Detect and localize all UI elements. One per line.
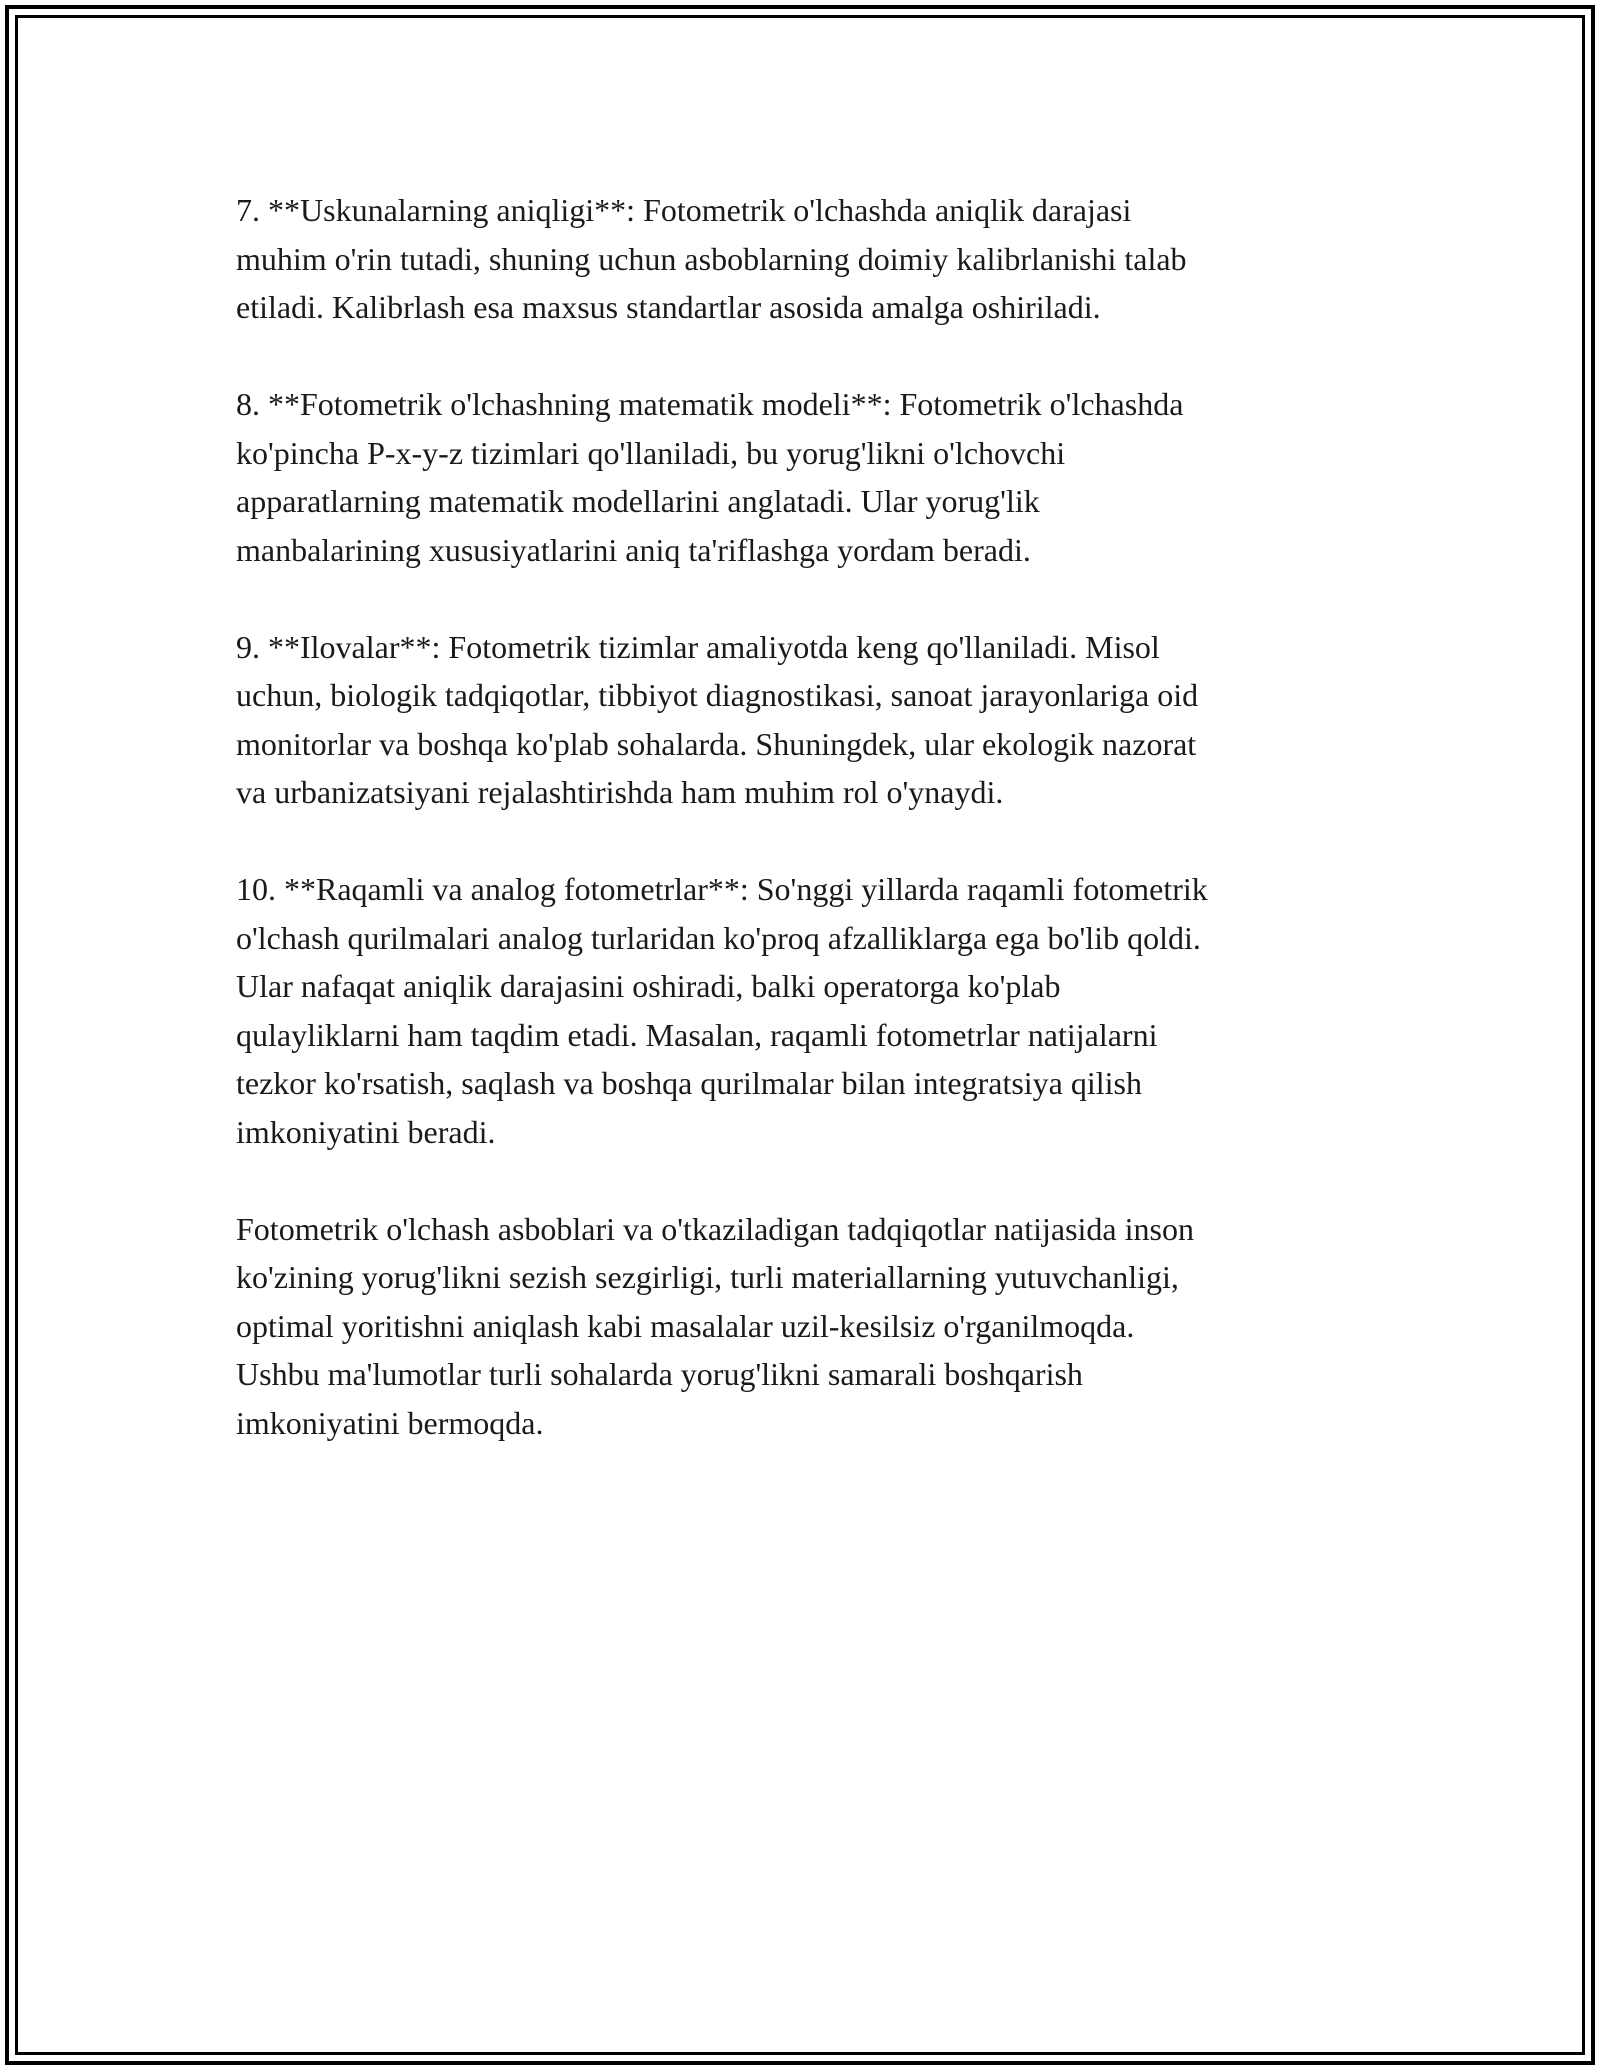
paragraph-item-10: 10. **Raqamli va analog fotometrlar**: So'nggi yillarda raqamli fotometrik o'lchash qurilmalari analog turlaridan ko'proq afzalliklarga ega bo'lib qoldi. Ular nafaqat aniqlik darajasini oshiradi, balki operatorga ko'plab qulayliklarni ham taqdim etadi. Masalan, raqamli fotometrlar natijalarni tezkor ko'rsatish, saqlash va boshqa qurilmalar bilan integratsiya qilish imkoniyatini beradi. <box>236 871 1208 1150</box>
document-body <box>236 186 1386 1447</box>
paragraph-item-9: 9. **Ilovalar**: Fotometrik tizimlar amaliyotda keng qo'llaniladi. Misol uchun, biologik tadqiqotlar, tibbiyot diagnostikasi, sanoat jarayonlariga oid monitorlar va boshqa ko'plab sohalarda. Shuningdek, ular ekologik nazorat va urbanizatsiyani rejalashtirishda ham muhim rol o'ynaydi. <box>236 628 1199 810</box>
paragraph-conclusion: Fotometrik o'lchash asboblari va o'tkaziladigan tadqiqotlar natijasida inson ko'zining yorug'likni sezish sezgirligi, turli materiallarning yutuvchanligi, optimal yoritishni aniqlash kabi masalalar uzil-kesilsiz o'rganilmoqda. Ushbu ma'lumotlar turli sohalarda yorug'likni samarali boshqarish imkoniyatini bermoqda. <box>236 1210 1194 1441</box>
paragraph-item-8: 8. **Fotometrik o'lchashning matematik modeli**: Fotometrik o'lchashda ko'pincha P-x-y-z tizimlari qo'llaniladi, bu yorug'likni o'lchovchi apparatlarning matematik modellarini anglatadi. Ular yorug'lik manbalarining xususiyatlarini aniq ta'riflashga yordam beradi. <box>236 386 1184 568</box>
paragraph-item-7: 7. **Uskunalarning aniqligi**: Fotometrik o'lchashda aniqlik darajasi muhim o'rin tutadi, shuning uchun asboblarning doimiy kalibrlanishi talab etiladi. Kalibrlash esa maxsus standartlar asosida amalga oshiriladi. <box>236 192 1187 325</box>
